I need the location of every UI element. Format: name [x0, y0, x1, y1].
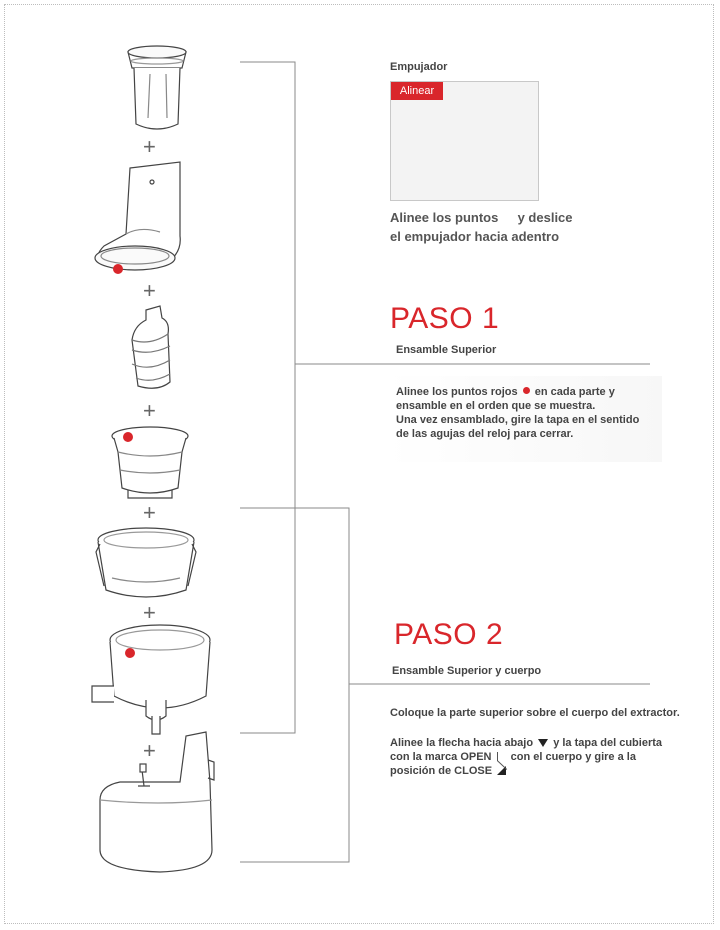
pusher-title: Empujador [390, 61, 448, 73]
open-mark-icon [497, 752, 506, 761]
step1-desc-line1-start: Alinee los puntos rojos [396, 386, 518, 398]
step2-desc-line1-start: Alinee la flecha hacia abajo [390, 737, 534, 749]
body-part-drawing [100, 732, 214, 872]
step2-desc-line2-start: con la marca OPEN [390, 751, 492, 763]
pusher-caption-line1-end: y deslice [517, 210, 573, 225]
step2-desc-para1: Coloque la parte superior sobre el cuerpo del extractor. [390, 707, 680, 719]
plus-sign: + [143, 134, 156, 159]
red-dot-strainer [123, 432, 133, 442]
plus-sign: + [143, 398, 156, 423]
bowl-part-drawing [92, 625, 210, 734]
step1-desc-line1-end: en cada parte y [534, 386, 615, 398]
step2-desc-line1-end: y la tapa del cubierta [553, 737, 663, 749]
pusher-caption-line1: Alinee los puntos [390, 210, 499, 225]
pusher-part-drawing [128, 46, 186, 129]
step2-subtitle: Ensamble Superior y cuerpo [392, 665, 542, 677]
pusher-image-box [390, 81, 539, 201]
plus-sign: + [143, 500, 156, 525]
red-dot-bowl [125, 648, 135, 658]
red-dot-icon [523, 387, 530, 394]
lid-part-drawing [95, 162, 180, 270]
step2-desc-line2-end: con el cuerpo y gire a la [510, 751, 636, 763]
plus-sign: + [143, 600, 156, 625]
plus-sign: + [143, 278, 156, 303]
step1-description [396, 385, 639, 441]
step2-description [390, 736, 662, 778]
step2-desc-line3-start: posición de CLOSE [390, 765, 493, 777]
step2-heading: PASO 2 [394, 618, 504, 651]
red-dot-lid [113, 264, 123, 274]
step1-heading: PASO 1 [390, 302, 500, 335]
brush-part-drawing [96, 528, 196, 597]
auger-part-drawing [132, 306, 170, 388]
step1-subtitle: Ensamble Superior [396, 344, 497, 356]
align-tag: Alinear [391, 82, 443, 100]
pusher-caption [390, 208, 573, 246]
step1-desc-line2: ensamble en el orden que se muestra. [396, 400, 596, 412]
plus-sign: + [143, 738, 156, 763]
step1-desc-line3: Una vez ensamblado, gire la tapa en el sentido [396, 414, 640, 426]
step1-desc-line4: de las agujas del reloj para cerrar. [396, 428, 574, 440]
pusher-caption-line2: el empujador hacia adentro [390, 229, 560, 244]
down-triangle-icon [538, 739, 548, 747]
